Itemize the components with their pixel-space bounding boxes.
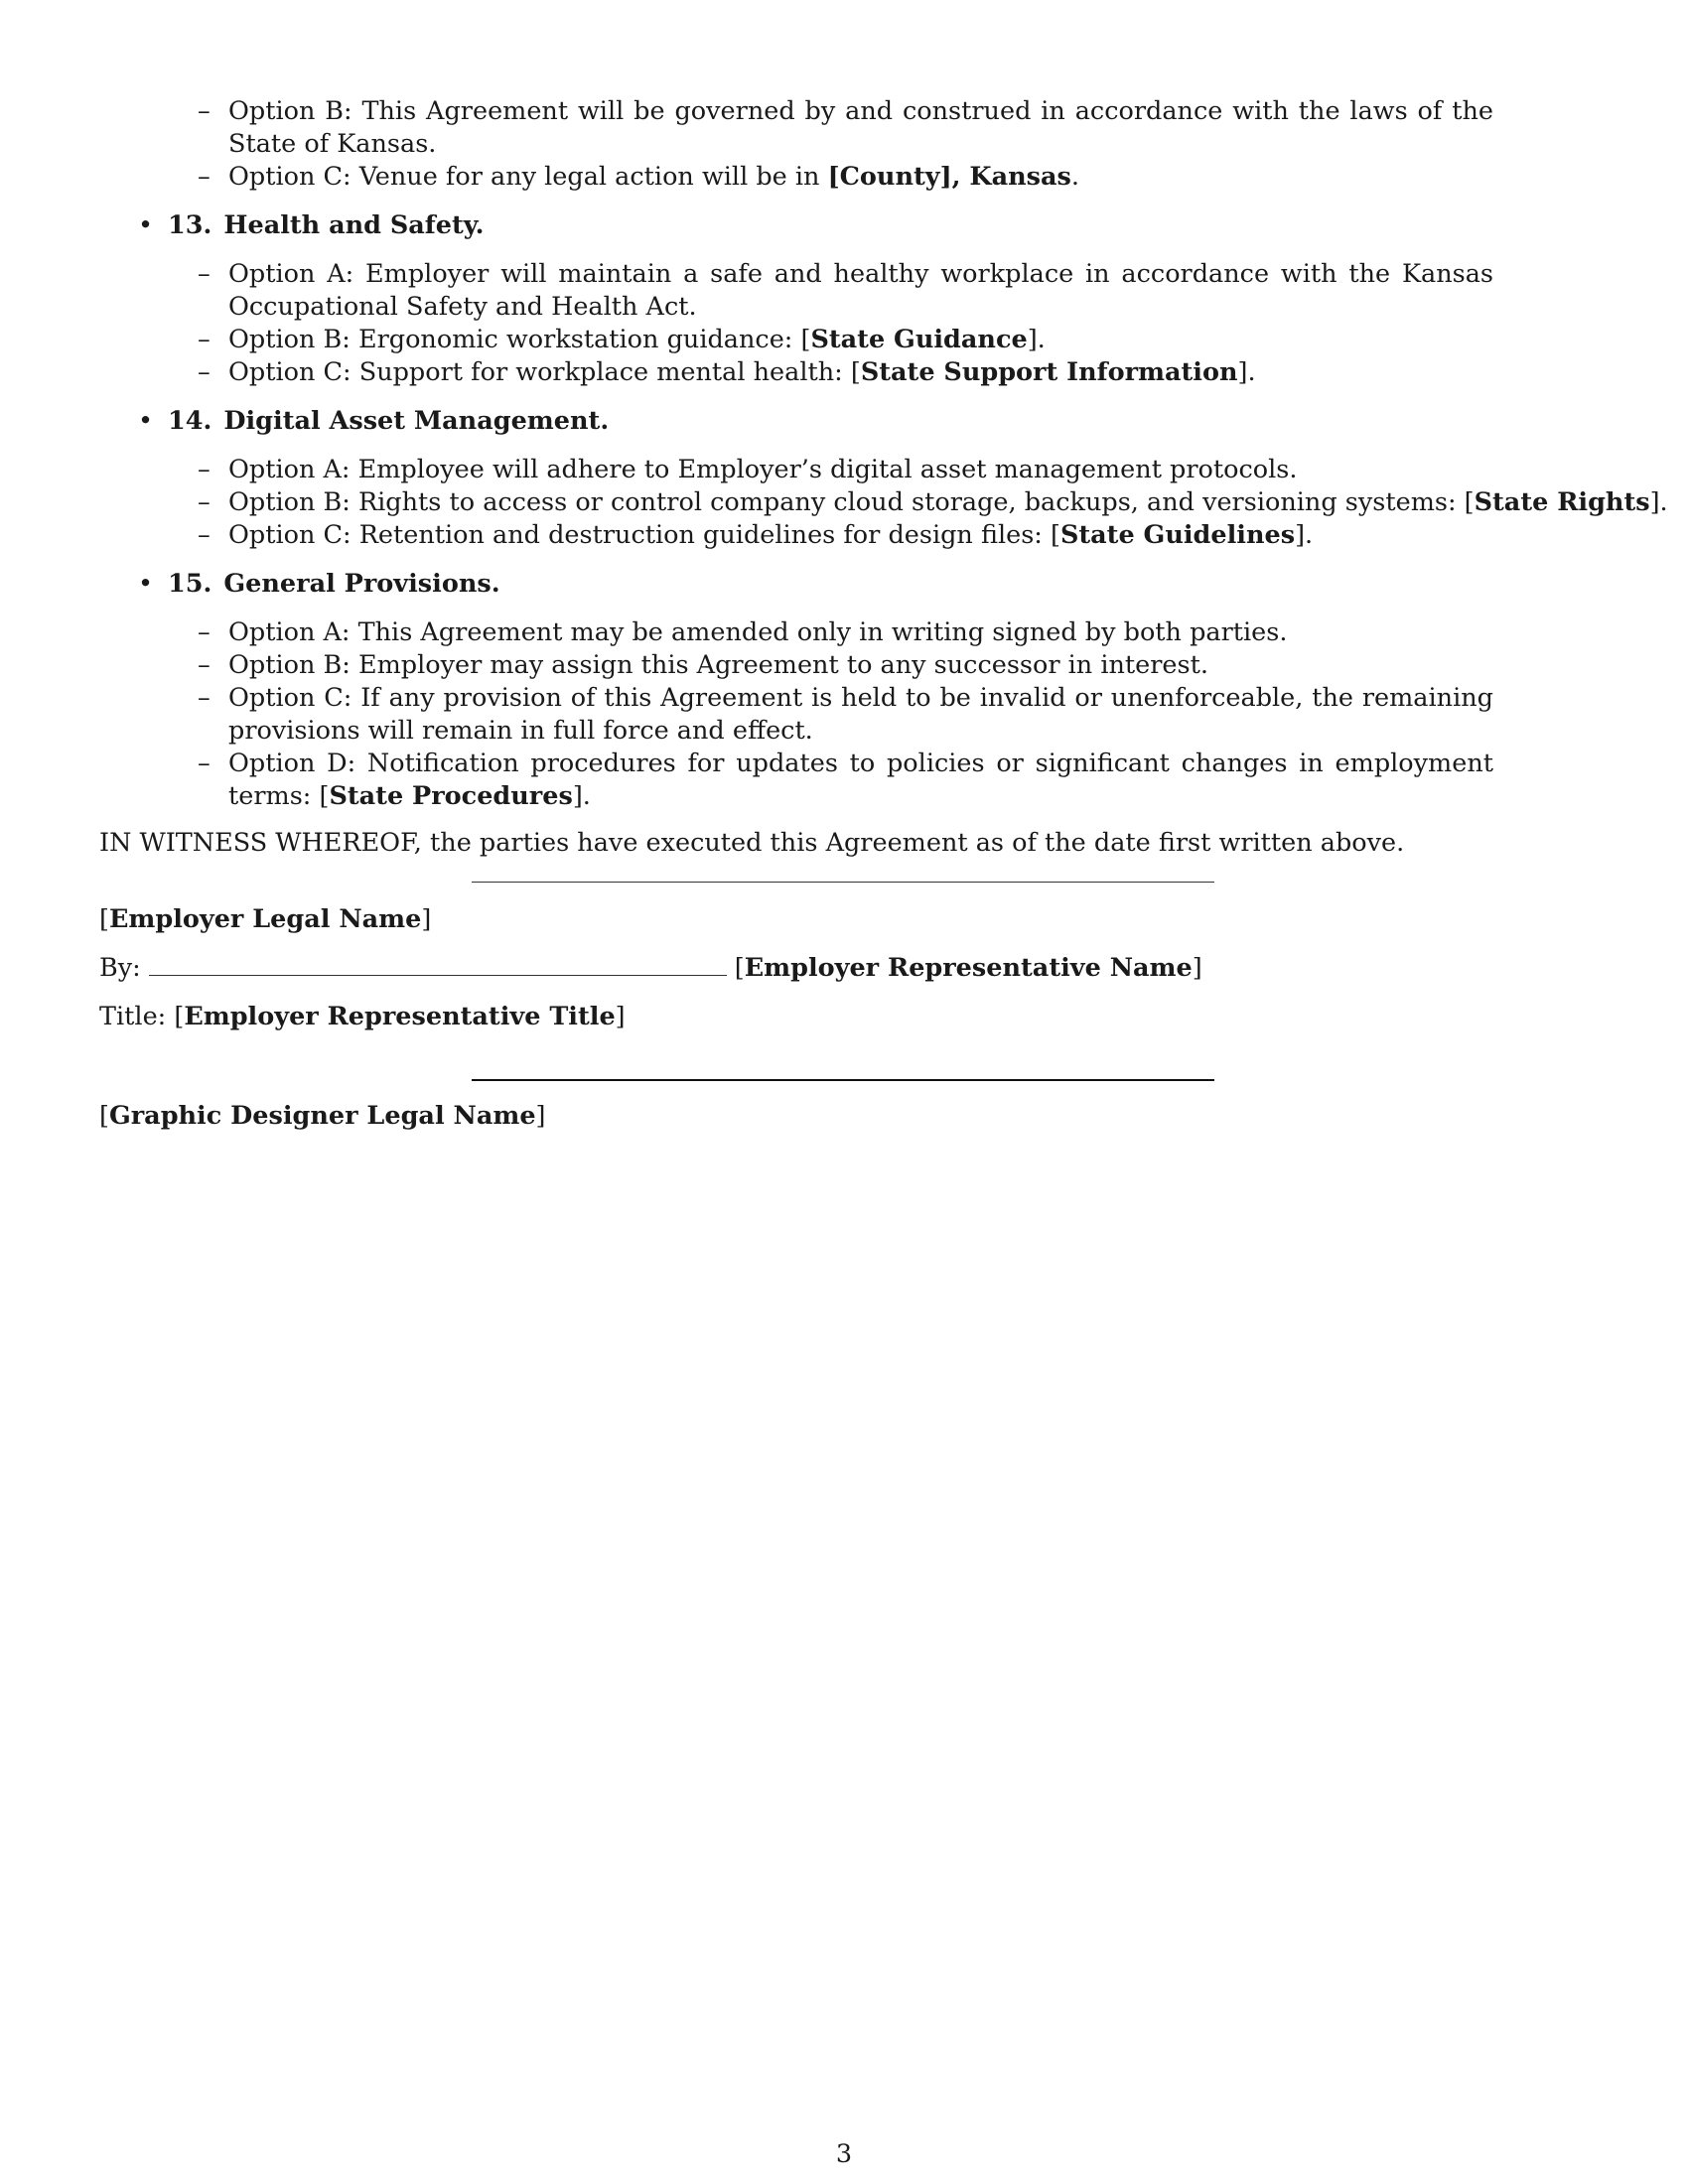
section-14-option-b: – Option B: Rights to access or control company cloud storage, backups, and versioning systems: [State Rights].: [198, 487, 1668, 517]
employer-signature-line: [472, 882, 1214, 883]
dash-marker: –: [198, 650, 211, 680]
dash-marker: –: [198, 259, 211, 289]
dash-marker: –: [198, 357, 211, 387]
witness-clause: IN WITNESS WHEREOF, the parties have executed this Agreement as of the date first written above.: [99, 828, 1405, 858]
employer-by-line: By: [Employer Representative Name]: [99, 953, 1202, 983]
section-15-option-c: – Option C: If any provision of this Agreement is held to be invalid or unenforceable, the remaining provisions will remain in full force and effect.: [198, 683, 1493, 746]
dash-marker: –: [198, 96, 211, 126]
dash-marker: –: [198, 520, 211, 550]
document-body: [99, 95, 1668, 860]
dash-marker: –: [198, 455, 211, 484]
placeholder-state-guidelines: State Guidelines: [1059, 520, 1296, 550]
placeholder-state-procedures: State Procedures: [329, 781, 573, 811]
section-14-option-a: – Option A: Employee will adhere to Employer’s digital asset management protocols.: [198, 455, 1298, 484]
placeholder-state-guidance: State Guidance: [810, 325, 1028, 354]
placeholder-state-support: State Support Information: [860, 357, 1238, 387]
placeholder-county: [County], Kansas: [827, 162, 1071, 192]
placeholder-state-rights: State Rights: [1474, 487, 1650, 517]
designer-legal-name: [Graphic Designer Legal Name]: [99, 1101, 546, 1131]
by-signature-blank: [149, 953, 727, 976]
section-15-option-a: – Option A: This Agreement may be amended only in writing signed by both parties.: [198, 617, 1288, 647]
section-13-heading: • 13. Health and Safety.: [138, 210, 485, 240]
section-15-option-b: – Option B: Employer may assign this Agreement to any successor in interest.: [198, 650, 1208, 680]
section-14-option-c: – Option C: Retention and destruction guidelines for design files: [State Guidelines].: [198, 520, 1314, 550]
employer-legal-name: [Employer Legal Name]: [99, 904, 432, 934]
designer-signature-line: [472, 1079, 1214, 1081]
employer-title-line: Title: [Employer Representative Title]: [99, 1002, 626, 1031]
section-15-heading: • 15. General Provisions.: [138, 569, 500, 599]
section-12-option-c: – Option C: Venue for any legal action will be in [County], Kansas.: [198, 162, 1079, 192]
dash-marker: –: [198, 487, 211, 517]
dash-marker: –: [198, 683, 211, 713]
dash-marker: –: [198, 162, 211, 192]
dash-marker: –: [198, 617, 211, 647]
page-number: 3: [835, 2139, 853, 2169]
bullet-marker: •: [138, 406, 154, 436]
section-13-option-b: – Option B: Ergonomic workstation guidance: [State Guidance].: [198, 325, 1046, 354]
section-13-option-c: – Option C: Support for workplace mental health: [State Support Information].: [198, 357, 1256, 387]
dash-marker: –: [198, 749, 211, 778]
bullet-marker: •: [138, 569, 154, 599]
section-14-heading: • 14. Digital Asset Management.: [138, 406, 610, 436]
bullet-marker: •: [138, 210, 154, 240]
section-12-option-b: – Option B: This Agreement will be governed by and construed in accordance with the laws of the State of Kansas.: [198, 96, 1493, 159]
section-15-option-d: – Option D: Notification procedures for updates to policies or significant changes in employment terms: [State Procedures].: [198, 749, 1493, 811]
dash-marker: –: [198, 325, 211, 354]
section-13-option-a: – Option A: Employer will maintain a safe and healthy workplace in accordance with the Kansas Occupational Safety and Health Act.: [198, 259, 1493, 322]
